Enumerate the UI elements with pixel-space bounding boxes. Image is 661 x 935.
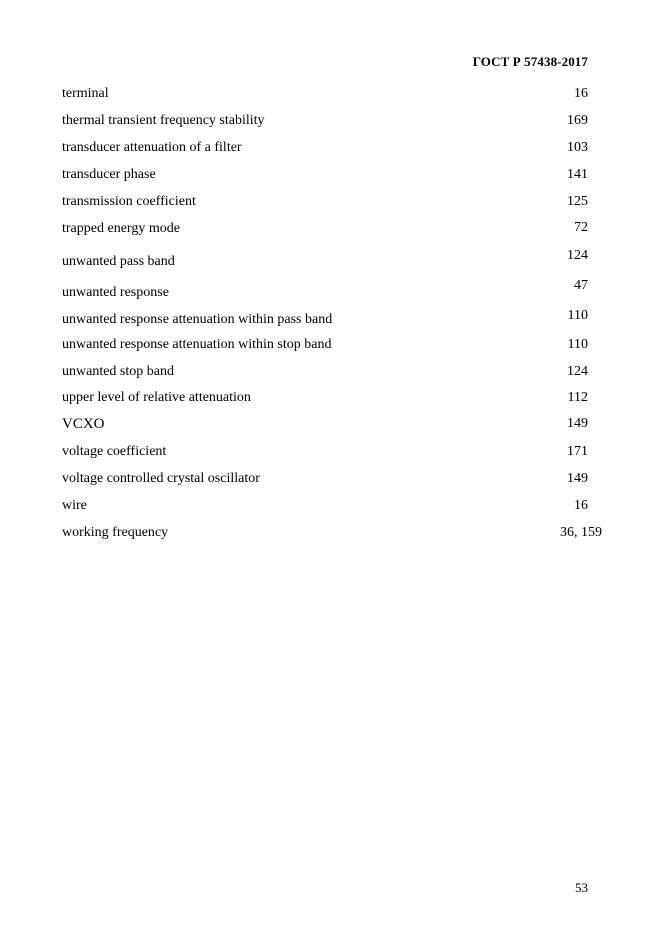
index-entry: [62, 337, 602, 357]
index-term: trapped energy mode: [62, 221, 180, 236]
index-term: unwanted stop band: [62, 364, 174, 379]
index-page-ref: 16: [574, 498, 588, 513]
index-entry: [62, 86, 602, 106]
index-term: terminal: [62, 86, 109, 101]
index-page-ref: 110: [567, 308, 588, 323]
index-term: unwanted response attenuation within pass band: [62, 312, 333, 327]
index-term: transducer phase: [62, 167, 156, 182]
index-term: VCXO: [62, 416, 105, 432]
index-term: upper level of relative attenuation: [62, 390, 251, 405]
index-entry: [62, 471, 602, 491]
index-entry: [62, 308, 602, 332]
index-term: unwanted response: [62, 285, 169, 300]
index-page-ref: 103: [567, 140, 588, 155]
index-page-ref: 110: [567, 337, 588, 352]
index-term: voltage coefficient: [62, 444, 167, 459]
index-page-ref: 171: [567, 444, 588, 459]
index-entry: [62, 444, 602, 464]
index-term: transducer attenuation of a filter: [62, 140, 242, 155]
index-entry: [62, 248, 602, 274]
index-page-ref: 72: [574, 220, 588, 235]
index-page-ref: 125: [567, 194, 588, 209]
index-page-ref: 169: [567, 113, 588, 128]
index-term: voltage controlled crystal oscillator: [62, 471, 260, 486]
index-page-ref: 16: [574, 86, 588, 101]
index-term: working frequency: [62, 525, 169, 540]
index-entry: [62, 167, 602, 187]
index-entry: [62, 364, 602, 384]
page-number: 53: [575, 880, 588, 895]
index-term: transmission coefficient: [62, 194, 196, 209]
index-term: unwanted pass band: [62, 254, 175, 269]
index-entry: [62, 498, 602, 518]
index-page-ref: 124: [567, 364, 588, 379]
index-entry: [62, 113, 602, 133]
index-page-ref: 149: [567, 471, 588, 486]
term-index-list: [62, 0, 602, 935]
index-entry: [62, 525, 602, 545]
index-entry: [62, 278, 602, 305]
index-page-ref: 36, 159: [560, 525, 602, 540]
index-term: unwanted response attenuation within stop band: [62, 337, 332, 352]
index-page-ref: 112: [567, 390, 588, 405]
index-page-ref: 141: [567, 167, 588, 182]
index-page-ref: 124: [567, 248, 588, 263]
index-entry: [62, 390, 602, 410]
index-page-ref: 47: [574, 278, 588, 293]
index-page-ref: 149: [567, 416, 588, 431]
index-entry: [62, 416, 602, 436]
index-entry: [62, 140, 602, 160]
index-entry: [62, 194, 602, 214]
index-term: thermal transient frequency stability: [62, 113, 265, 128]
page-header: ГОСТ Р 57438-2017: [472, 54, 588, 69]
index-entry: [62, 221, 602, 241]
index-term: wire: [62, 498, 87, 513]
